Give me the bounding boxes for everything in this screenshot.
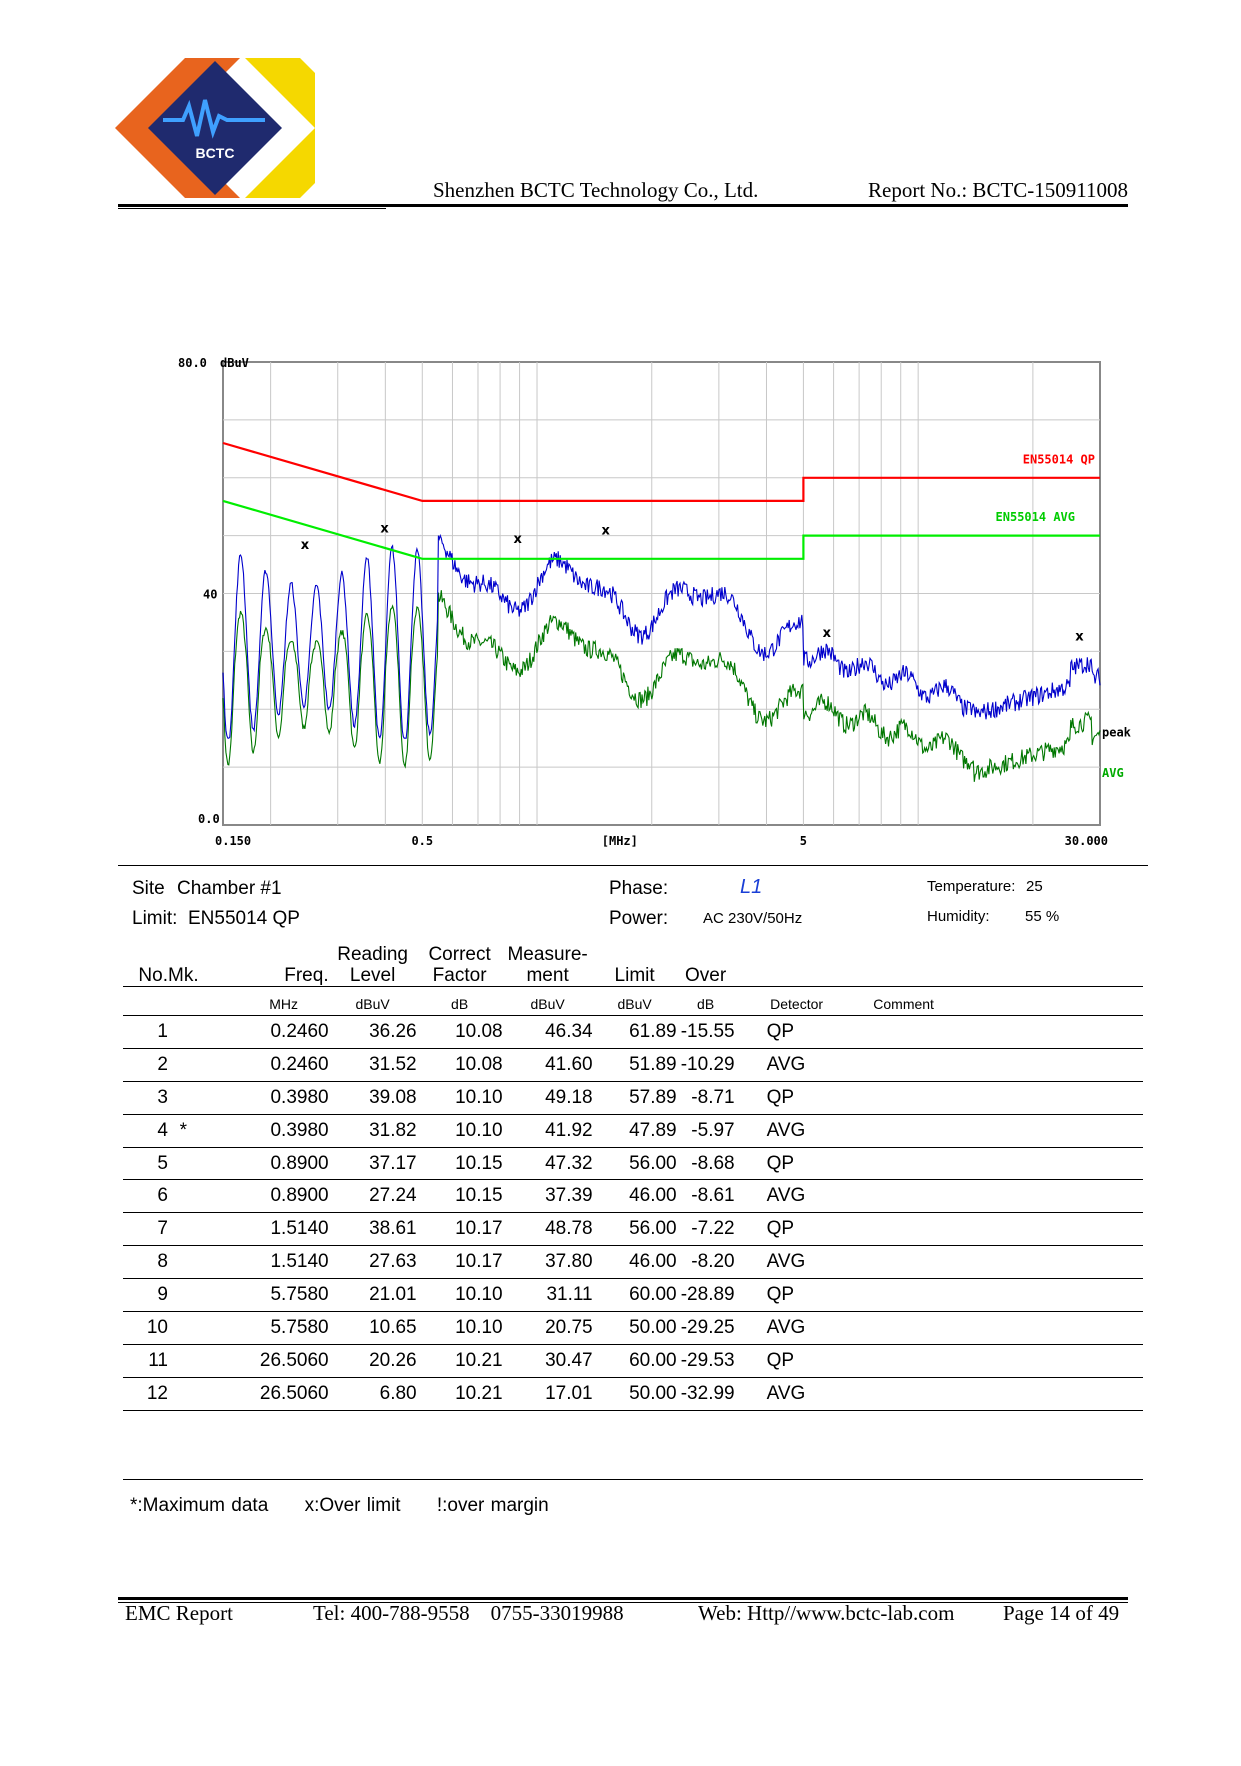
cell-no: 5 — [123, 1147, 168, 1180]
humidity-label: Humidity: — [927, 908, 990, 925]
cell-over: -8.20 — [677, 1246, 735, 1279]
cell-limit: 60.00 — [593, 1344, 677, 1377]
cell-limit: 51.89 — [593, 1048, 677, 1081]
cell-mk — [168, 1213, 199, 1246]
cell-over: -7.22 — [677, 1213, 735, 1246]
cell-mk — [168, 1147, 199, 1180]
cell-correct: 10.17 — [417, 1246, 503, 1279]
table-row — [123, 1147, 1143, 1180]
cell-detector: QP — [735, 1016, 859, 1049]
table-row — [123, 1312, 1143, 1345]
power-label: Power: — [609, 908, 669, 929]
note-over: x:Over limit — [304, 1495, 401, 1516]
peak-marker: x — [300, 537, 310, 553]
cell-measure: 37.80 — [503, 1246, 593, 1279]
cell-freq: 26.5060 — [199, 1344, 329, 1377]
cell-over: -29.53 — [677, 1344, 735, 1377]
cell-comment — [859, 1180, 949, 1213]
cell-measure: 49.18 — [503, 1081, 593, 1114]
cell-detector: AVG — [735, 1246, 859, 1279]
table-row — [123, 1114, 1143, 1147]
cell-correct: 10.21 — [417, 1344, 503, 1377]
unit-freq: MHz — [199, 987, 329, 1016]
cell-mk — [168, 1344, 199, 1377]
cell-mk: * — [168, 1114, 199, 1147]
cell-over: -32.99 — [677, 1377, 735, 1410]
cell-freq: 1.5140 — [199, 1246, 329, 1279]
cell-limit: 60.00 — [593, 1279, 677, 1312]
cell-limit: 46.00 — [593, 1180, 677, 1213]
cell-mk — [168, 1246, 199, 1279]
cell-correct: 10.15 — [417, 1180, 503, 1213]
site-value: Chamber #1 — [177, 878, 282, 899]
cell-mk — [168, 1312, 199, 1345]
table-row — [123, 1180, 1143, 1213]
cell-limit: 61.89 — [593, 1016, 677, 1049]
cell-freq: 26.5060 — [199, 1377, 329, 1410]
col-measure: Measure- ment — [507, 944, 588, 986]
svg-text:BCTC: BCTC — [195, 145, 235, 161]
limit-value: EN55014 QP — [188, 908, 300, 929]
cell-comment — [859, 1344, 949, 1377]
footer-page: Page 14 of 49 — [1003, 1601, 1120, 1625]
cell-detector: AVG — [735, 1312, 859, 1345]
col-detector — [735, 934, 859, 987]
cell-reading: 36.26 — [329, 1016, 417, 1049]
y-tick-label: 40 — [203, 587, 218, 602]
y-unit-label: dBuV — [220, 356, 249, 370]
col-correct: Correct Factor — [428, 944, 491, 986]
footer-web: Web: Http//www.bctc-lab.com — [698, 1601, 955, 1625]
cell-correct: 10.10 — [417, 1279, 503, 1312]
table-row — [123, 1048, 1143, 1081]
cell-no: 3 — [123, 1081, 168, 1114]
col-freq: Freq. — [284, 965, 329, 986]
cell-over: -8.61 — [677, 1180, 735, 1213]
col-mk: Mk. — [168, 965, 199, 986]
table-row — [123, 1246, 1143, 1279]
table-row — [123, 1377, 1143, 1410]
footer-divider — [118, 1597, 1128, 1600]
unit-correct: dB — [417, 987, 503, 1016]
cell-comment — [859, 1147, 949, 1180]
cell-reading: 10.65 — [329, 1312, 417, 1345]
cell-freq: 0.3980 — [199, 1081, 329, 1114]
cell-measure: 30.47 — [503, 1344, 593, 1377]
y-tick-label: 80.0 — [178, 356, 207, 370]
cell-freq: 0.3980 — [199, 1114, 329, 1147]
col-no: No. — [138, 965, 168, 986]
site-label: Site — [132, 878, 165, 899]
cell-detector: AVG — [735, 1377, 859, 1410]
x-tick-label: 0.150 — [215, 834, 252, 848]
cell-no: 8 — [123, 1246, 168, 1279]
peak-marker: x — [513, 532, 522, 548]
cell-measure: 47.32 — [503, 1147, 593, 1180]
cell-reading: 31.82 — [329, 1114, 417, 1147]
cell-limit: 56.00 — [593, 1213, 677, 1246]
cell-no: 6 — [123, 1180, 168, 1213]
table-row — [123, 1081, 1143, 1114]
cell-reading: 27.24 — [329, 1180, 417, 1213]
cell-mk — [168, 1081, 199, 1114]
cell-mk — [168, 1048, 199, 1081]
cell-detector: QP — [735, 1279, 859, 1312]
power-value: AC 230V/50Hz — [703, 910, 803, 927]
avg-limit-label: EN55014 AVG — [995, 510, 1075, 525]
cell-measure: 31.11 — [503, 1279, 593, 1312]
limit-label: Limit: — [132, 908, 178, 929]
note-max: *:Maximum data — [130, 1495, 269, 1516]
cell-no: 10 — [123, 1312, 168, 1345]
col-reading: Reading Level — [337, 944, 408, 986]
cell-reading: 38.61 — [329, 1213, 417, 1246]
cell-comment — [859, 1114, 949, 1147]
temperature-label: Temperature: — [927, 878, 1016, 895]
cell-reading: 21.01 — [329, 1279, 417, 1312]
cell-measure: 48.78 — [503, 1213, 593, 1246]
cell-freq: 5.7580 — [199, 1312, 329, 1345]
cell-comment — [859, 1213, 949, 1246]
cell-freq: 0.8900 — [199, 1180, 329, 1213]
peak-marker: x — [1075, 629, 1084, 645]
unit-over: dB — [677, 987, 735, 1016]
cell-over: -8.68 — [677, 1147, 735, 1180]
unit-measure: dBuV — [503, 987, 593, 1016]
cell-freq: 1.5140 — [199, 1213, 329, 1246]
cell-no: 11 — [123, 1344, 168, 1377]
unit-comment: Comment — [859, 987, 949, 1016]
table-row — [123, 1213, 1143, 1246]
cell-comment — [859, 1312, 949, 1345]
cell-comment — [859, 1016, 949, 1049]
cell-no: 7 — [123, 1213, 168, 1246]
cell-detector: QP — [735, 1344, 859, 1377]
cell-measure: 46.34 — [503, 1016, 593, 1049]
table-row — [123, 1279, 1143, 1312]
cell-reading: 39.08 — [329, 1081, 417, 1114]
cell-measure: 41.60 — [503, 1048, 593, 1081]
cell-measure: 17.01 — [503, 1377, 593, 1410]
measurement-table — [123, 934, 1143, 1411]
emission-chart — [178, 340, 1131, 860]
cell-limit: 56.00 — [593, 1147, 677, 1180]
report-number: Report No.: BCTC-150911008 — [868, 178, 1128, 202]
cell-mk — [168, 1180, 199, 1213]
cell-no: 12 — [123, 1377, 168, 1410]
cell-comment — [859, 1377, 949, 1410]
cell-reading: 20.26 — [329, 1344, 417, 1377]
unit-detector: Detector — [735, 987, 859, 1016]
cell-freq: 5.7580 — [199, 1279, 329, 1312]
cell-correct: 10.08 — [417, 1048, 503, 1081]
cell-comment — [859, 1246, 949, 1279]
cell-no: 2 — [123, 1048, 168, 1081]
bctc-logo — [115, 58, 315, 198]
phase-label: Phase: — [609, 878, 669, 899]
humidity-value: 55 % — [1025, 908, 1060, 925]
cell-limit: 57.89 — [593, 1081, 677, 1114]
cell-limit: 47.89 — [593, 1114, 677, 1147]
notes-rule — [123, 1479, 1143, 1480]
company-name: Shenzhen BCTC Technology Co., Ltd. — [433, 178, 759, 202]
cell-freq: 0.2460 — [199, 1048, 329, 1081]
cell-correct: 10.08 — [417, 1016, 503, 1049]
cell-correct: 10.17 — [417, 1213, 503, 1246]
cell-limit: 50.00 — [593, 1312, 677, 1345]
cell-reading: 6.80 — [329, 1377, 417, 1410]
peak-trace-label: peak — [1102, 725, 1131, 740]
cell-mk — [168, 1279, 199, 1312]
avg-trace-label: AVG — [1102, 765, 1124, 780]
cell-over: -15.55 — [677, 1016, 735, 1049]
note-margin: !:over margin — [436, 1495, 549, 1516]
col-limit: Limit — [614, 965, 655, 986]
cell-mk — [168, 1016, 199, 1049]
unit-no — [123, 987, 168, 1016]
legend-notes — [130, 1495, 579, 1517]
cell-correct: 10.15 — [417, 1147, 503, 1180]
table-row — [123, 1344, 1143, 1377]
cell-correct: 10.10 — [417, 1312, 503, 1345]
cell-no: 9 — [123, 1279, 168, 1312]
x-unit-label: [MHz] — [601, 834, 638, 848]
cell-limit: 50.00 — [593, 1377, 677, 1410]
cell-detector: QP — [735, 1081, 859, 1114]
cell-reading: 31.52 — [329, 1048, 417, 1081]
cell-mk — [168, 1377, 199, 1410]
cell-freq: 0.2460 — [199, 1016, 329, 1049]
cell-comment — [859, 1279, 949, 1312]
cell-over: -8.71 — [677, 1081, 735, 1114]
cell-over: -29.25 — [677, 1312, 735, 1345]
y-tick-label: 0.0 — [198, 812, 220, 826]
cell-over: -5.97 — [677, 1114, 735, 1147]
temperature-value: 25 — [1026, 878, 1043, 895]
peak-marker: x — [822, 625, 831, 641]
cell-no: 4 — [123, 1114, 168, 1147]
cell-reading: 37.17 — [329, 1147, 417, 1180]
table-row — [123, 1016, 1143, 1049]
qp-limit-label: EN55014 QP — [1022, 452, 1095, 467]
unit-limit: dBuV — [593, 987, 677, 1016]
footer-title: EMC Report — [125, 1601, 233, 1625]
header-divider-thin — [118, 208, 386, 209]
col-over: Over — [685, 965, 727, 986]
peak-marker: x — [601, 523, 610, 539]
unit-reading: dBuV — [329, 987, 417, 1016]
col-comment — [859, 934, 949, 987]
x-tick-label: 5 — [799, 834, 808, 848]
cell-over: -28.89 — [677, 1279, 735, 1312]
header-divider — [118, 204, 1128, 207]
cell-detector: QP — [735, 1147, 859, 1180]
cell-reading: 27.63 — [329, 1246, 417, 1279]
cell-detector: AVG — [735, 1114, 859, 1147]
cell-limit: 46.00 — [593, 1246, 677, 1279]
cell-measure: 41.92 — [503, 1114, 593, 1147]
cell-no: 1 — [123, 1016, 168, 1049]
cell-correct: 10.21 — [417, 1377, 503, 1410]
cell-detector: AVG — [735, 1180, 859, 1213]
footer-tel: Tel: 400-788-9558 0755-33019988 — [313, 1601, 624, 1625]
cell-comment — [859, 1081, 949, 1114]
cell-comment — [859, 1048, 949, 1081]
peak-marker: x — [380, 521, 389, 537]
cell-over: -10.29 — [677, 1048, 735, 1081]
info-top-rule — [118, 865, 1148, 866]
unit-mk — [168, 987, 199, 1016]
cell-freq: 0.8900 — [199, 1147, 329, 1180]
cell-detector: AVG — [735, 1048, 859, 1081]
x-tick-label: 30.000 — [1064, 834, 1108, 848]
x-tick-label: 0.5 — [411, 834, 434, 848]
cell-measure: 20.75 — [503, 1312, 593, 1345]
phase-value: L1 — [740, 876, 763, 898]
cell-correct: 10.10 — [417, 1081, 503, 1114]
cell-correct: 10.10 — [417, 1114, 503, 1147]
cell-measure: 37.39 — [503, 1180, 593, 1213]
cell-detector: QP — [735, 1213, 859, 1246]
